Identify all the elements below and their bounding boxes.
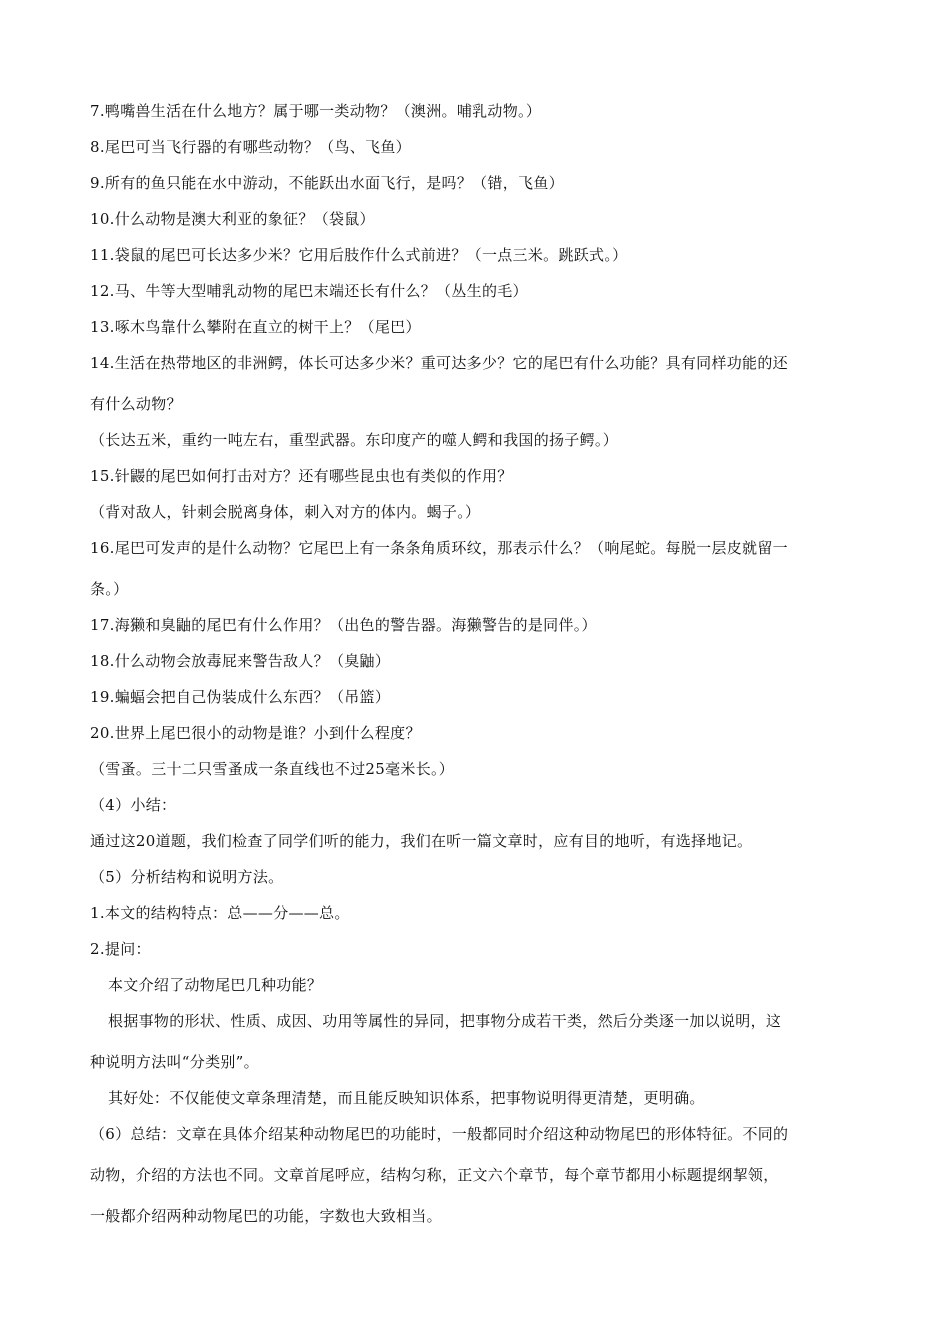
section-analysis-heading: （5）分析结构和说明方法。 (90, 868, 284, 886)
question-9: 9.所有的鱼只能在水中游动，不能跃出水面飞行，是吗？（错，飞鱼） (90, 174, 564, 192)
answer-15: （背对敌人，针刺会脱离身体，刺入对方的体内。蝎子。） (90, 503, 481, 521)
question-8: 8.尾巴可当飞行器的有哪些动物？（鸟、飞鱼） (90, 138, 411, 156)
question-17: 17.海獭和臭鼬的尾巴有什么作用？（出色的警告器。海獭警告的是同伴。） (90, 616, 597, 634)
question-16-continued: 条。） (90, 580, 129, 598)
question-18: 18.什么动物会放毒屁来警告敌人？（臭鼬） (90, 652, 391, 670)
question-12: 12.马、牛等大型哺乳动物的尾巴末端还长有什么？（丛生的毛） (90, 282, 528, 300)
question-20: 20.世界上尾巴很小的动物是谁？小到什么程度？ (90, 724, 421, 742)
question-14-continued: 有什么动物？ (90, 395, 182, 413)
question-16: 16.尾巴可发声的是什么动物？它尾巴上有一条条角质环纹，那表示什么？（响尾蛇。每脱一层皮就留一 (90, 539, 788, 557)
question-10: 10.什么动物是澳大利亚的象征？（袋鼠） (90, 210, 375, 228)
question-13: 13.啄木鸟靠什么攀附在直立的树干上？（尾巴） (90, 318, 421, 336)
question-15: 15.针鼹的尾巴如何打击对方？还有哪些昆虫也有类似的作用？ (90, 467, 513, 485)
section-summary-heading: （4）小结： (90, 796, 177, 814)
question-11: 11.袋鼠的尾巴可长达多少米？它用后肢作什么式前进？（一点三米。跳跃式。） (90, 246, 628, 264)
document-body (90, 99, 862, 1240)
answer-20: （雪蚤。三十二只雪蚤成一条直线也不过25毫米长。） (90, 760, 455, 778)
classification-explanation: 根据事物的形状、性质、成因、功用等属性的异同，把事物分成若干类，然后分类逐一加以说明，这 (108, 1012, 782, 1030)
question-19: 19.蝙蝠会把自己伪装成什么东西？（吊篮） (90, 688, 391, 706)
question-7: 7.鸭嘴兽生活在什么地方？属于哪一类动物？（澳洲。哺乳动物。） (90, 102, 542, 120)
conclusion-line-3: 一般都介绍两种动物尾巴的功能，字数也大致相当。 (90, 1207, 442, 1225)
question-prompt-label: 2.提问： (90, 940, 151, 958)
question-14: 14.生活在热带地区的非洲鳄，体长可达多少米？重可达多少？它的尾巴有什么功能？具有同样功能的还 (90, 354, 788, 372)
structure-point: 1.本文的结构特点：总——分——总。 (90, 904, 350, 922)
summary-text: 通过这20道题，我们检查了同学们听的能力，我们在听一篇文章时，应有目的地听，有选择地记。 (90, 832, 753, 850)
conclusion-line-1: （6）总结：文章在具体介绍某种动物尾巴的功能时，一般都同时介绍这种动物尾巴的形体特征。不同的 (90, 1125, 789, 1143)
prompt-question: 本文介绍了动物尾巴几种功能？ (108, 976, 323, 994)
classification-explanation-continued: 种说明方法叫“分类别”。 (90, 1053, 259, 1071)
conclusion-line-2: 动物，介绍的方法也不同。文章首尾呼应，结构匀称，正文六个章节，每个章节都用小标题提纲挈领， (90, 1166, 779, 1184)
answer-14: （长达五米，重约一吨左右，重型武器。东印度产的噬人鳄和我国的扬子鳄。） (90, 431, 619, 449)
benefit-text: 其好处：不仅能使文章条理清楚，而且能反映知识体系，把事物说明得更清楚，更明确。 (108, 1089, 705, 1107)
